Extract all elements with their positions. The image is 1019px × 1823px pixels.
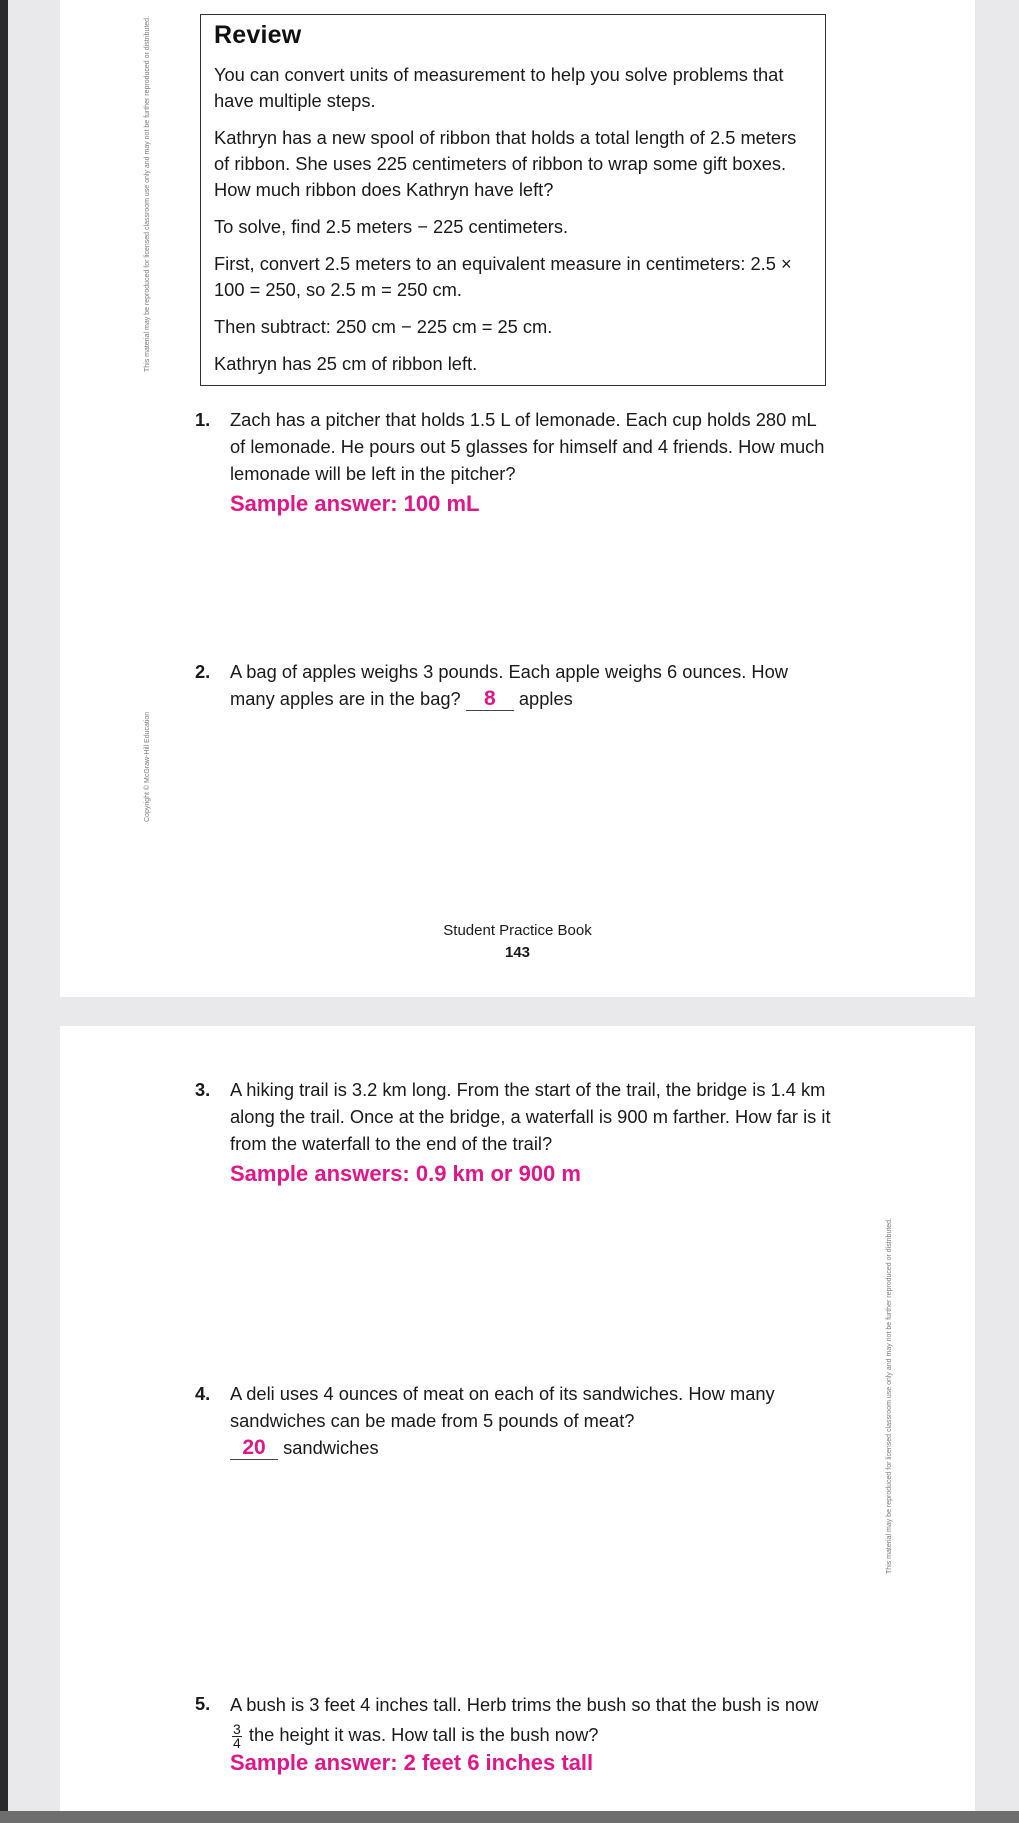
review-step-2: First, convert 2.5 meters to an equivalent measure in centimeters: 2.5 × 100 = 250, so 2.5 m = 250 cm. [214, 253, 792, 300]
sample-answer: Sample answer: 2 feet 6 inches tall [230, 1750, 594, 1775]
margin-rights-notice: This material may be reproduced for licensed classroom use only and may not be further reproduced or distributed. [886, 1217, 893, 1574]
answer-blank[interactable]: 20 [230, 1437, 278, 1460]
page-footer [60, 920, 975, 964]
margin-copyright: Copyright © McGraw-Hill Education [144, 711, 151, 822]
sample-answer: Sample answer: 100 mL [230, 491, 480, 516]
review-problem: Kathryn has a new spool of ribbon that holds a total length of 2.5 meters of ribbon. She uses 225 centimeters of ribbon to wrap some gift boxes. How much ribbon does Kathryn have left? [214, 127, 797, 200]
left-edge-bar [0, 0, 8, 1823]
question-text: Zach has a pitcher that holds 1.5 L of lemonade. Each cup holds 280 mL of lemonade. He pours out 5 glasses for himself and 4 friends. How much lemonade will be left in the pitcher? [230, 409, 825, 484]
review-step-3: Then subtract: 250 cm − 225 cm = 25 cm. [214, 316, 553, 337]
bottom-edge-bar [0, 1811, 1019, 1823]
review-title: Review [214, 21, 302, 49]
question-4 [195, 1380, 835, 1461]
answer-unit: sandwiches [283, 1437, 379, 1458]
margin-rights-notice: This material may be reproduced for licensed classroom use only and may not be further reproduced or distributed. [144, 15, 151, 372]
fraction-denominator: 4 [233, 1734, 241, 1751]
question-2 [195, 658, 835, 712]
sample-answer: Sample answers: 0.9 km or 900 m [230, 1161, 581, 1186]
question-number: 2. [195, 661, 211, 682]
question-number: 1. [195, 409, 211, 430]
review-conclusion: Kathryn has 25 cm of ribbon left. [214, 353, 478, 374]
review-box [200, 14, 826, 386]
fraction-three-quarters [232, 1720, 242, 1751]
book-title: Student Practice Book [443, 922, 592, 939]
question-number: 5. [195, 1693, 211, 1714]
question-number: 3. [195, 1079, 211, 1100]
page-144 [60, 1026, 975, 1811]
question-number: 4. [195, 1383, 211, 1404]
question-text: A bag of apples weighs 3 pounds. Each apple weighs 6 ounces. How many apples are in the bag? [230, 661, 788, 709]
page-number: 143 [504, 944, 531, 961]
question-3 [195, 1076, 835, 1187]
review-step-1: To solve, find 2.5 meters − 225 centimeters. [214, 216, 569, 237]
answer-unit: apples [518, 688, 573, 709]
question-text: A deli uses 4 ounces of meat on each of its sandwiches. How many sandwiches can be made from 5 pounds of meat? [230, 1383, 775, 1431]
question-text: A bush is 3 feet 4 inches tall. Herb trims the bush so that the bush is now [230, 1694, 819, 1715]
page-143 [60, 0, 975, 997]
question-text: A hiking trail is 3.2 km long. From the start of the trail, the bridge is 1.4 km along the trail. Once at the bridge, a waterfall is 900 m farther. How far is it from the waterfall to the end of the trail? [230, 1079, 831, 1154]
fraction-numerator: 3 [233, 1720, 241, 1737]
answer-blank[interactable]: 8 [466, 688, 514, 711]
question-5 [195, 1690, 835, 1776]
review-intro: You can convert units of measurement to help you solve problems that have multiple steps. [214, 64, 784, 111]
question-1 [195, 406, 835, 517]
question-text-continued: the height it was. How tall is the bush now? [248, 1724, 599, 1745]
